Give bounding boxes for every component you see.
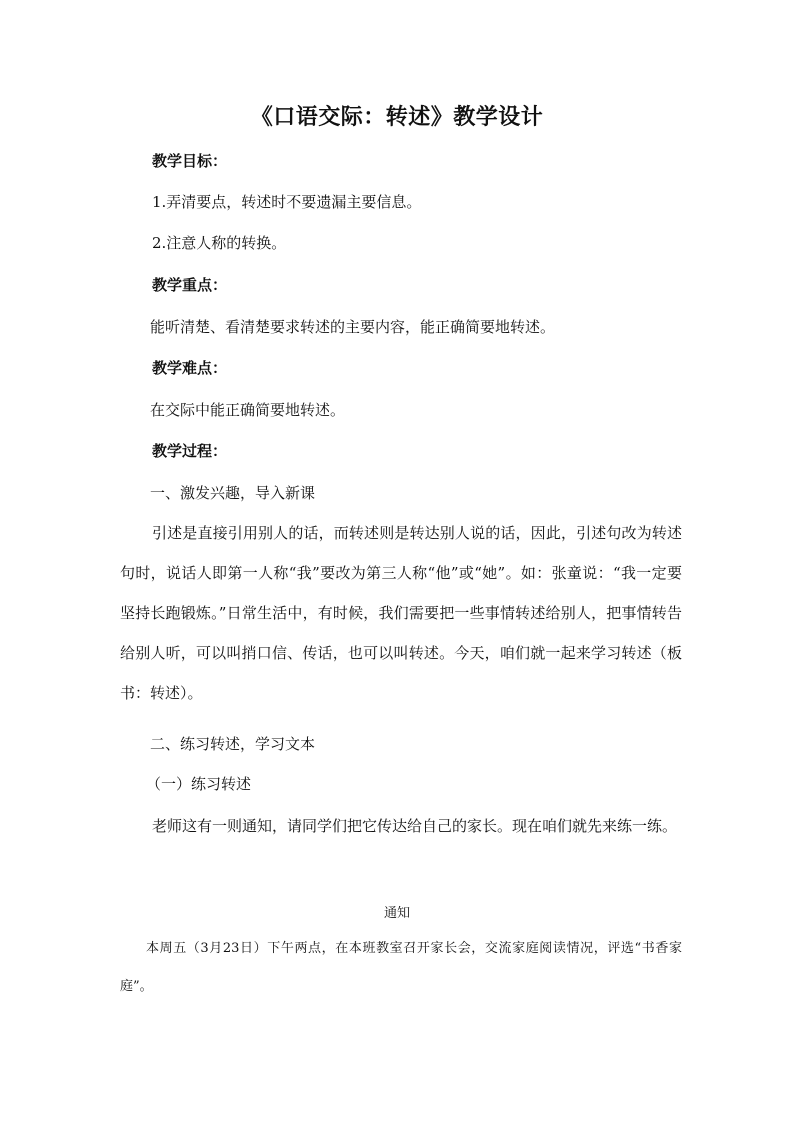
goals-heading: 教学目标：: [152, 152, 228, 170]
goal-item-1: 1.弄清要点，转述时不要遗漏主要信息。: [152, 193, 422, 211]
key-points-heading: 教学重点：: [152, 276, 228, 294]
difficulties-text: 在交际中能正确简要地转述。: [150, 401, 346, 419]
section1-title: 一、激发兴趣，导入新课: [150, 484, 316, 502]
notice-body: 本周五（3月23日）下午两点，在本班教室召开家长会，交流家庭阅读情况，评选“书香家庭”。: [120, 941, 682, 994]
goal-item-2: 2.注意人称的转换。: [152, 234, 287, 252]
notice-title: 通知: [383, 906, 410, 921]
difficulties-heading: 教学难点：: [152, 359, 228, 377]
process-heading: 教学过程：: [152, 442, 228, 460]
subsection1-paragraph: 老师这有一则通知，请同学们把它传达给自己的家长。现在咱们就先来练一练。: [152, 817, 678, 835]
key-points-text: 能听清楚、看清楚要求转述的主要内容，能正确简要地转述。: [150, 318, 556, 336]
subsection1-title: （一）练习转述: [146, 775, 252, 793]
document-title: 《口语交际：转述》教学设计: [250, 105, 544, 130]
section1-paragraph: 引述是直接引用别人的话，而转述则是转达别人说的话，因此，引述句改为转述句时，说话人即第一人称“我”要改为第三人称“他”或“她”。如：张童说：“我一定要坚持长跑锻炼。”日常生活中，有时候，我们需要把一些事情转述给别人，把事情转告给别人听，可以叫捎口信、传话，也可以叫转述。今天，咱们就一起来学习转述（板书：转述）。: [120, 524, 682, 702]
section2-title: 二、练习转述，学习文本: [150, 735, 316, 753]
